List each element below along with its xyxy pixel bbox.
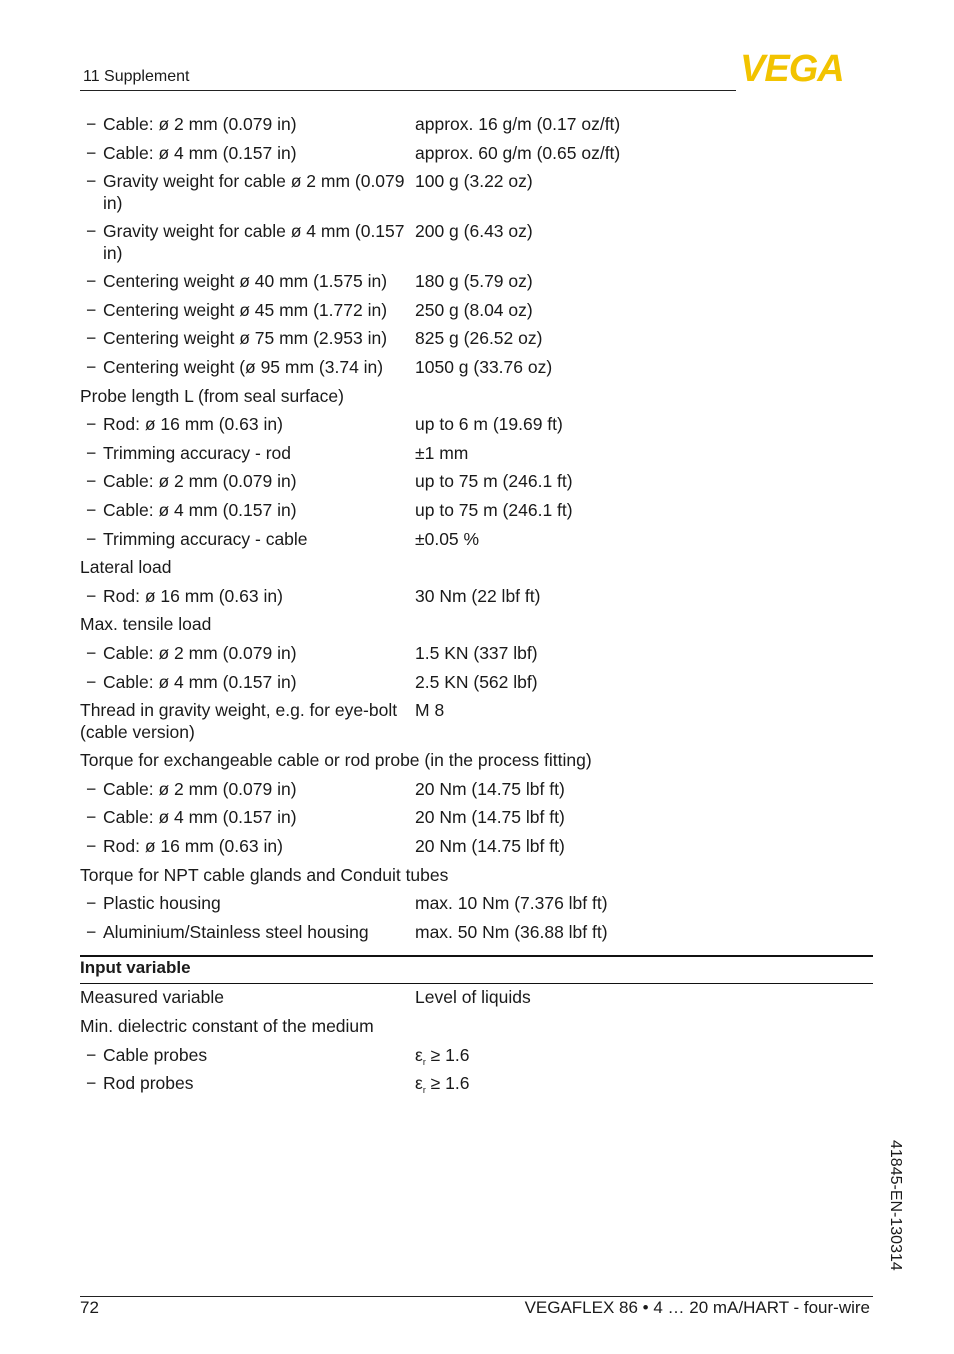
header-divider <box>80 90 736 91</box>
spec-value: ±1 mm <box>415 442 469 463</box>
spec-value: max. 10 Nm (7.376 lbf ft) <box>415 893 608 914</box>
spec-label <box>86 835 406 857</box>
spec-value: 1.5 KN (337 lbf) <box>415 643 538 663</box>
section-divider <box>80 955 873 957</box>
bullet-dash: − <box>86 1044 97 1065</box>
spec-label-text: Gravity weight for cable ø 4 mm (0.157 in) <box>103 221 405 264</box>
spec-label <box>86 892 406 914</box>
spec-label <box>86 470 406 492</box>
spec-value: approx. 60 g/m (0.65 oz/ft) <box>415 142 621 163</box>
spec-value: up to 6 m (19.69 ft) <box>415 414 563 435</box>
spec-label <box>86 1044 406 1066</box>
spec-label-text: Cable: ø 2 mm (0.079 in) <box>103 114 297 134</box>
bullet-dash: − <box>86 585 97 606</box>
bullet-dash: − <box>86 442 97 463</box>
spec-value: 180 g (5.79 oz) <box>415 271 533 292</box>
bullet-dash: − <box>86 778 97 799</box>
spec-label <box>86 806 406 828</box>
spec-label-text: Trimming accuracy - rod <box>103 442 291 463</box>
spec-label-text: Cable: ø 2 mm (0.079 in) <box>103 778 297 799</box>
spec-label-text: Cable: ø 4 mm (0.157 in) <box>103 807 297 828</box>
spec-label <box>86 671 406 693</box>
spec-label-text: Plastic housing <box>103 893 221 914</box>
spec-label-text: Cable: ø 2 mm (0.079 in) <box>103 471 297 492</box>
spec-label-text: Rod: ø 16 mm (0.63 in) <box>103 836 283 856</box>
spec-label-text: Rod probes <box>103 1073 194 1094</box>
spec-label: Thread in gravity weight, e.g. for eye-bolt (cable version) <box>80 700 398 743</box>
bullet-dash: − <box>86 171 97 192</box>
section-heading: Input variable <box>80 958 191 978</box>
spec-value: 20 Nm (14.75 lbf ft) <box>415 836 565 856</box>
bullet-dash: − <box>86 357 97 377</box>
spec-label <box>86 270 406 292</box>
bullet-dash: − <box>86 671 97 692</box>
spec-value: 200 g (6.43 oz) <box>415 221 533 242</box>
spec-label-text: Rod: ø 16 mm (0.63 in) <box>103 414 283 435</box>
spec-value: 825 g (26.52 oz) <box>415 328 543 349</box>
spec-value: approx. 16 g/m (0.17 oz/ft) <box>415 114 621 134</box>
spec-label <box>86 220 406 264</box>
spec-label: Measured variable <box>80 987 224 1008</box>
spec-label <box>86 356 406 378</box>
spec-value: 250 g (8.04 oz) <box>415 299 533 320</box>
bullet-dash: − <box>86 414 97 435</box>
spec-label <box>86 413 406 435</box>
bullet-dash: − <box>86 893 97 914</box>
spec-label: Lateral load <box>80 557 172 578</box>
spec-value: 100 g (3.22 oz) <box>415 171 533 192</box>
spec-label-text: Aluminium/Stainless steel housing <box>103 921 369 942</box>
spec-label-text: Gravity weight for cable ø 2 mm (0.079 in) <box>103 171 405 214</box>
spec-label <box>86 499 406 521</box>
spec-value: $\varepsilon_r \ge 1.6$ <box>415 1073 470 1096</box>
spec-label-text: Trimming accuracy - cable <box>103 528 308 549</box>
spec-value: M 8 <box>415 700 445 721</box>
bullet-dash: − <box>86 836 97 856</box>
spec-label <box>86 528 406 550</box>
spec-label <box>86 585 406 607</box>
spec-label <box>86 1072 406 1094</box>
logo-wordmark: VEGA <box>740 50 844 86</box>
spec-label-text: Rod: ø 16 mm (0.63 in) <box>103 585 283 606</box>
section-title: 11 Supplement <box>83 68 190 85</box>
page-number: 72 <box>80 1298 99 1317</box>
spec-value: up to 75 m (246.1 ft) <box>415 471 573 492</box>
spec-label-text: Cable: ø 4 mm (0.157 in) <box>103 500 297 520</box>
bullet-dash: − <box>86 528 97 549</box>
spec-value: 2.5 KN (562 lbf) <box>415 671 538 692</box>
bullet-dash: − <box>86 328 97 349</box>
spec-label-text: Centering weight (ø 95 mm (3.74 in) <box>103 357 384 377</box>
bullet-dash: − <box>86 142 97 163</box>
bullet-dash: − <box>86 500 97 520</box>
spec-label-text: Centering weight ø 75 mm (2.953 in) <box>103 328 388 349</box>
spec-label <box>86 442 406 464</box>
spec-label: Probe length L (from seal surface) <box>80 385 344 406</box>
spec-label: Torque for exchangeable cable or rod probe (in the process fitting) <box>80 750 592 771</box>
spec-label <box>86 778 406 800</box>
spec-value: 20 Nm (14.75 lbf ft) <box>415 778 565 799</box>
spec-value: $\varepsilon_r \ge 1.6$ <box>415 1044 470 1067</box>
spec-label <box>86 113 406 135</box>
spec-label: Torque for NPT cable glands and Conduit tubes <box>80 864 449 885</box>
bullet-dash: − <box>86 114 97 134</box>
bullet-dash: − <box>86 221 97 242</box>
spec-label-text: Centering weight ø 40 mm (1.575 in) <box>103 271 388 292</box>
spec-label-text: Cable probes <box>103 1044 208 1065</box>
spec-value: max. 50 Nm (36.88 lbf ft) <box>415 921 608 942</box>
spec-label <box>86 170 406 214</box>
spec-value: Level of liquids <box>415 987 531 1008</box>
document-title: VEGAFLEX 86 • 4 … 20 mA/HART - four-wire <box>524 1298 870 1317</box>
bullet-dash: − <box>86 1073 97 1094</box>
spec-value: 20 Nm (14.75 lbf ft) <box>415 807 565 828</box>
section-heading-underline <box>80 983 873 984</box>
spec-label-text: Cable: ø 4 mm (0.157 in) <box>103 142 297 163</box>
vega-logo <box>740 50 874 86</box>
bullet-dash: − <box>86 299 97 320</box>
bullet-dash: − <box>86 271 97 292</box>
spec-value: up to 75 m (246.1 ft) <box>415 500 573 520</box>
spec-label <box>86 921 406 943</box>
document-id: 41845-EN-130314 <box>887 1140 904 1271</box>
spec-label <box>86 142 406 164</box>
spec-value: 1050 g (33.76 oz) <box>415 357 553 377</box>
spec-label: Max. tensile load <box>80 614 212 635</box>
spec-label-text: Cable: ø 2 mm (0.079 in) <box>103 643 297 663</box>
bullet-dash: − <box>86 471 97 492</box>
spec-label <box>86 327 406 349</box>
spec-value: 30 Nm (22 lbf ft) <box>415 585 541 606</box>
spec-label <box>86 299 406 321</box>
bullet-dash: − <box>86 807 97 828</box>
bullet-dash: − <box>86 643 97 663</box>
footer-divider <box>80 1296 873 1297</box>
spec-label-text: Cable: ø 4 mm (0.157 in) <box>103 671 297 692</box>
bullet-dash: − <box>86 921 97 942</box>
spec-label-text: Centering weight ø 45 mm (1.772 in) <box>103 299 388 320</box>
spec-value: ±0.05 % <box>415 528 480 549</box>
spec-label <box>86 642 406 664</box>
spec-label: Min. dielectric constant of the medium <box>80 1015 374 1036</box>
